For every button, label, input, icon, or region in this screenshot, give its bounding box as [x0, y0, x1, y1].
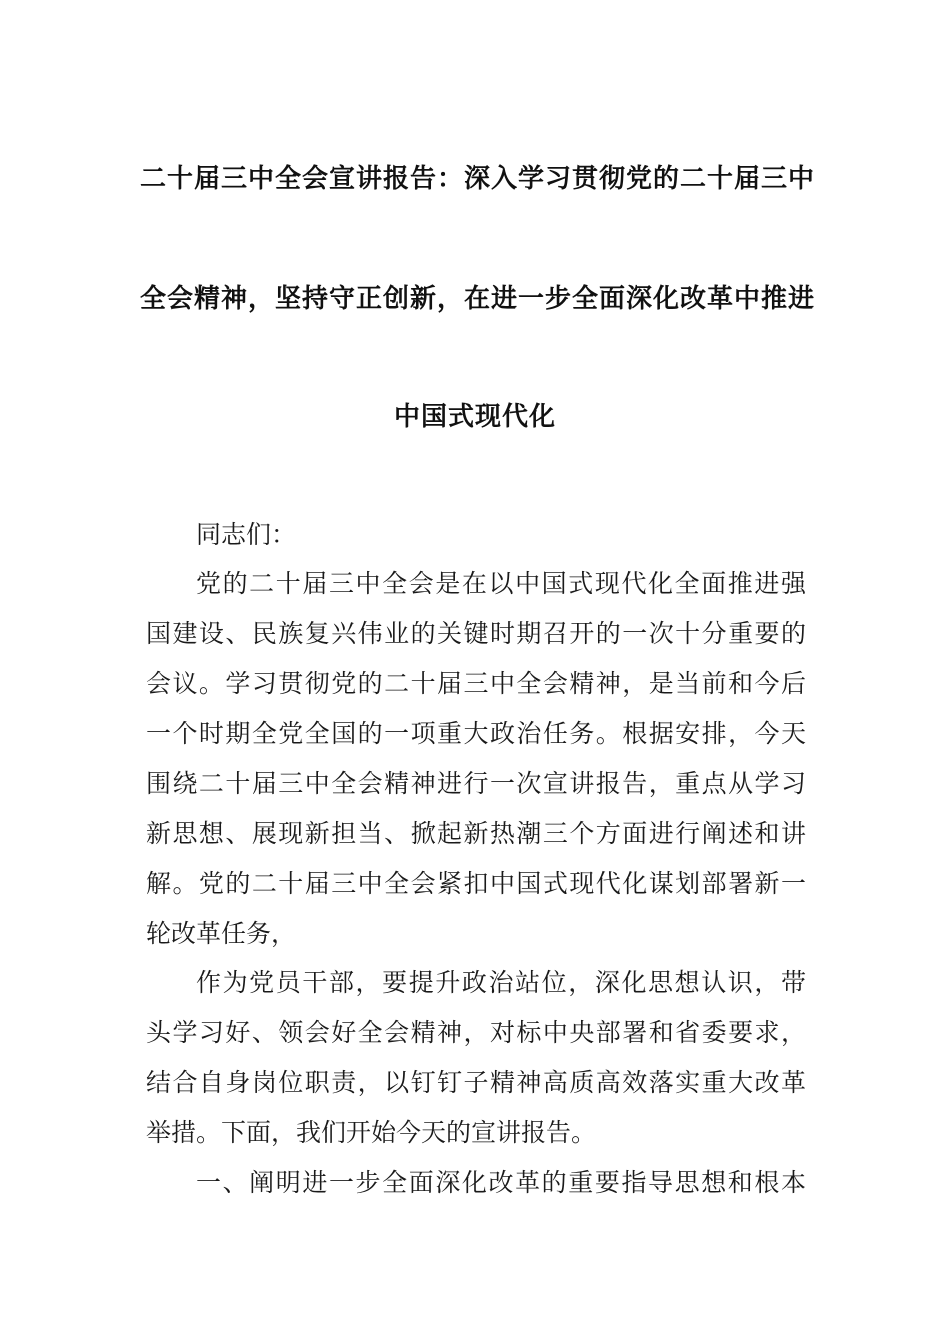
- paragraph-line: 结合自身岗位职责，以钉钉子精神高质高效落实重大改革: [146, 1068, 806, 1097]
- paragraph-line: 新思想、展现新担当、掀起新热潮三个方面进行阐述和讲: [146, 819, 806, 848]
- paragraph-line: 党的二十届三中全会是在以中国式现代化全面推进强: [196, 569, 806, 598]
- paragraph-line: 解。党的二十届三中全会紧扣中国式现代化谋划部署新一: [146, 869, 806, 898]
- paragraph-line: 头学习好、领会好全会精神，对标中央部署和省委要求，: [146, 1018, 806, 1047]
- section-heading-line: 一、阐明进一步全面深化改革的重要指导思想和根本: [196, 1168, 806, 1197]
- document-title-line-1: 二十届三中全会宣讲报告：深入学习贯彻党的二十届三中: [140, 164, 816, 194]
- paragraph-line: 围绕二十届三中全会精神进行一次宣讲报告，重点从学习: [146, 769, 806, 798]
- paragraph-line: 作为党员干部，要提升政治站位，深化思想认识，带: [196, 968, 806, 997]
- paragraph-line: 会议。学习贯彻党的二十届三中全会精神，是当前和今后: [146, 669, 806, 698]
- paragraph-line: 一个时期全党全国的一项重大政治任务。根据安排，今天: [146, 719, 806, 748]
- salutation: 同志们：: [196, 520, 297, 549]
- paragraph-line: 轮改革任务，: [146, 919, 297, 948]
- document-title-line-2: 全会精神，坚持守正创新，在进一步全面深化改革中推进: [140, 284, 816, 314]
- paragraph-line: 举措。下面，我们开始今天的宣讲报告。: [146, 1118, 597, 1147]
- document-title-line-3: 中国式现代化: [393, 402, 556, 432]
- paragraph-line: 国建设、民族复兴伟业的关键时期召开的一次十分重要的: [146, 619, 806, 648]
